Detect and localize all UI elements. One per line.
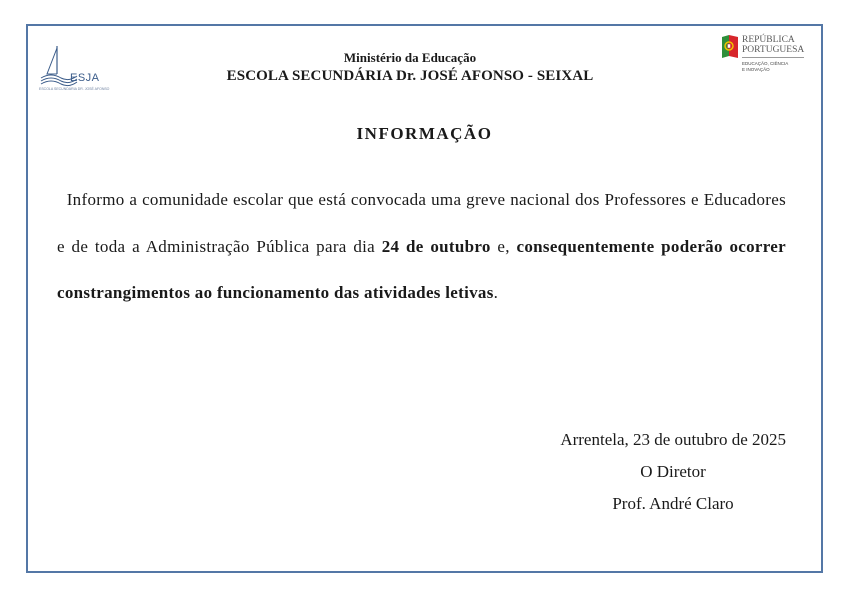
school-logo-text: ESJA [70, 72, 100, 84]
school-logo [39, 44, 111, 92]
signature-date: Arrentela, 23 de outubro de 2025 [560, 430, 786, 449]
consequence-text: consequentemente poderão ocorrer constrangimentos ao funcionamento das atividades letivas [57, 236, 786, 302]
republic-logo [720, 34, 812, 94]
document-title: INFORMAÇÃO [356, 124, 493, 143]
signature-name: Prof. André Claro [612, 494, 734, 513]
letterhead [150, 50, 670, 86]
ministry-name: Ministério da Educação [343, 50, 477, 65]
body-text-2: e, [490, 236, 517, 256]
signature-role: O Diretor [640, 462, 706, 481]
republic-divider [742, 57, 804, 58]
portugal-flag-icon [720, 34, 740, 60]
body-paragraph [57, 177, 786, 317]
body-text-3: . [493, 283, 499, 302]
body-text-1: Informo a comunidade escolar que está convocada uma greve nacional dos Professores e Educadores e de toda a Administração Pública para dia [57, 190, 786, 256]
strike-date: 24 de outubro [381, 236, 491, 256]
republic-text: REPÚBLICA PORTUGUESA [742, 35, 805, 55]
signature-block [470, 424, 786, 520]
school-logo-caption: ESCOLA SECUNDÁRIA DR. JOSÉ AFONSO [39, 87, 110, 91]
ministry-subtitle: EDUCAÇÃO, CIÊNCIA E INOVAÇÃO [742, 61, 789, 72]
school-name: ESCOLA SECUNDÁRIA Dr. JOSÉ AFONSO - SEIXAL [226, 68, 594, 84]
